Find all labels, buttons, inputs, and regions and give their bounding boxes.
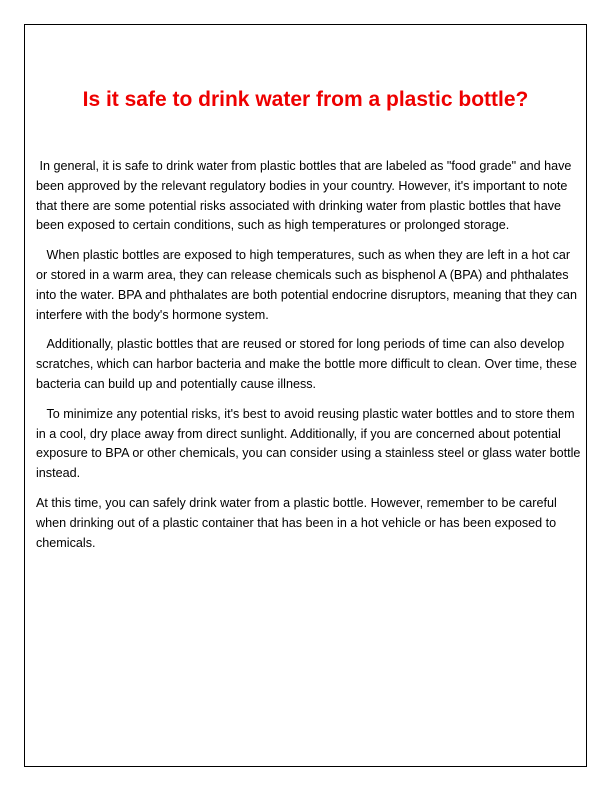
document-body: [36, 157, 582, 563]
document-title: Is it safe to drink water from a plastic bottle?: [82, 88, 529, 111]
paragraph-general-safety: In general, it is safe to drink water from plastic bottles that are labeled as "food grade" and have been approved by the relevant regulatory bodies in your country. However, it's important to note that there are some potential risks associated with drinking water from plastic bottles that have been exposed to certain conditions, such as high temperatures or prolonged storage.: [36, 159, 575, 233]
paragraph-high-temperatures: When plastic bottles are exposed to high temperatures, such as when they are left in a hot car or stored in a warm area, they can release chemicals such as bisphenol A (BPA) and phthalates into the water. BPA and phthalates are both potential endocrine disruptors, meaning that they can interfere with the body's hormone system.: [36, 248, 581, 322]
paragraph-reuse-scratches: Additionally, plastic bottles that are reused or stored for long periods of time can also develop scratches, which can harbor bacteria and make the bottle more difficult to clean. Over time, these bacteria can build up and potentially cause illness.: [36, 337, 581, 391]
paragraph-conclusion: At this time, you can safely drink water from a plastic bottle. However, remember to be careful when drinking out of a plastic container that has been in a hot vehicle or has been exposed to chemicals.: [36, 495, 561, 550]
paragraph-minimize-risks: To minimize any potential risks, it's best to avoid reusing plastic water bottles and to store them in a cool, dry place away from direct sunlight. Additionally, if you are concerned about potential exposure to BPA or other chemicals, you can consider using a stainless steel or glass water bottle instead.: [36, 406, 584, 481]
